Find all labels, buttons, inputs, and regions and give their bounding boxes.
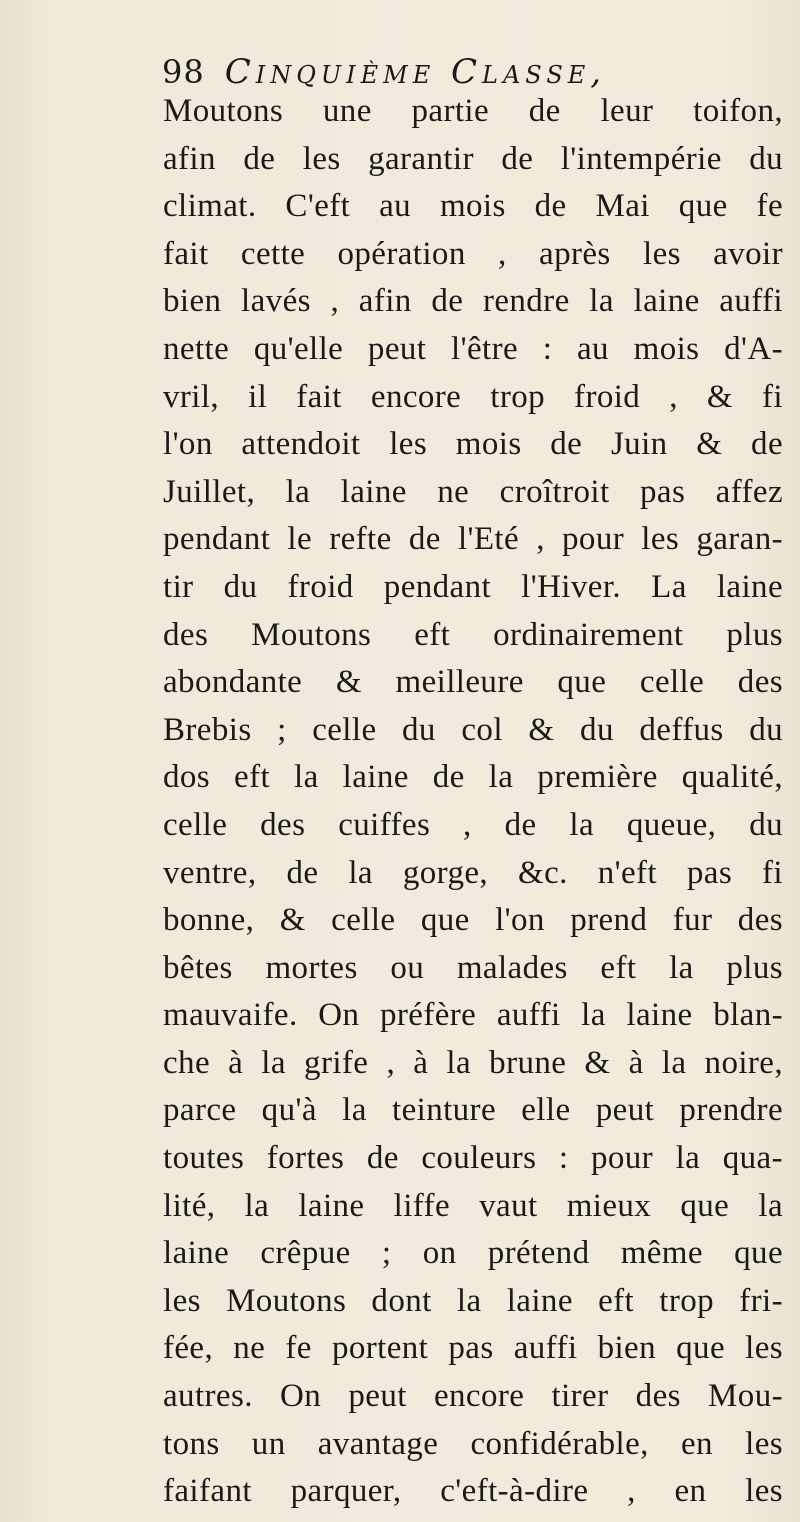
- page-number: 98: [162, 53, 205, 91]
- text-line: des Moutons eft ordinairement plus: [163, 616, 783, 653]
- text-line: mauvaife. On préfère auffi la laine blan-: [163, 997, 783, 1034]
- text-line: laine crêpue ; on prétend même que: [163, 1235, 783, 1272]
- text-line: fée, ne fe portent pas auffi bien que les: [163, 1330, 783, 1367]
- text-line: lité, la laine liffe vaut mieux que la: [163, 1187, 783, 1224]
- text-line: climat. C'eft au mois de Mai que fe: [163, 188, 783, 225]
- text-line: Brebis ; celle du col & du deffus du: [163, 711, 783, 748]
- text-line: vril, il fait encore trop froid , & fi: [163, 378, 783, 415]
- text-line: bien lavés , afin de rendre la laine auffi: [163, 283, 783, 320]
- text-line: ventre, de la gorge, &c. n'eft pas fi: [163, 854, 783, 891]
- text-line: abondante & meilleure que celle des: [163, 664, 783, 701]
- text-line: fait cette opération , après les avoir: [163, 235, 783, 272]
- text-line: tir du froid pendant l'Hiver. La laine: [163, 568, 783, 605]
- text-line: parce qu'à la teinture elle peut prendre: [163, 1092, 783, 1129]
- text-line: les Moutons dont la laine eft trop fri-: [163, 1282, 783, 1319]
- text-line: faifant parquer, c'eft-à-dire , en les: [163, 1473, 783, 1510]
- text-line: autres. On peut encore tirer des Mou-: [163, 1378, 783, 1415]
- text-line: afin de les garantir de l'intempérie du: [163, 140, 783, 177]
- text-line: pendant le refte de l'Eté , pour les garan-: [163, 521, 783, 558]
- text-line: dos eft la laine de la première qualité,: [163, 759, 783, 796]
- text-line: toutes fortes de couleurs : pour la qua-: [163, 1140, 783, 1177]
- text-line: tons un avantage confidérable, en les: [163, 1425, 783, 1462]
- text-line: Juillet, la laine ne croîtroit pas affez: [163, 473, 783, 510]
- body-text: [163, 88, 783, 1516]
- text-line: l'on attendoit les mois de Juin & de: [163, 426, 783, 463]
- text-line: nette qu'elle peut l'être : au mois d'A-: [163, 330, 783, 367]
- text-line: che à la grife , à la brune & à la noire,: [163, 1044, 783, 1081]
- text-line: Moutons une partie de leur toifon,: [163, 93, 783, 129]
- text-line: bonne, & celle que l'on prend fur des: [163, 902, 783, 939]
- text-line: celle des cuiffes , de la queue, du: [163, 806, 783, 843]
- text-line: bêtes mortes ou malades eft la plus: [163, 949, 783, 986]
- running-title: Cinquième Classe,: [224, 52, 607, 92]
